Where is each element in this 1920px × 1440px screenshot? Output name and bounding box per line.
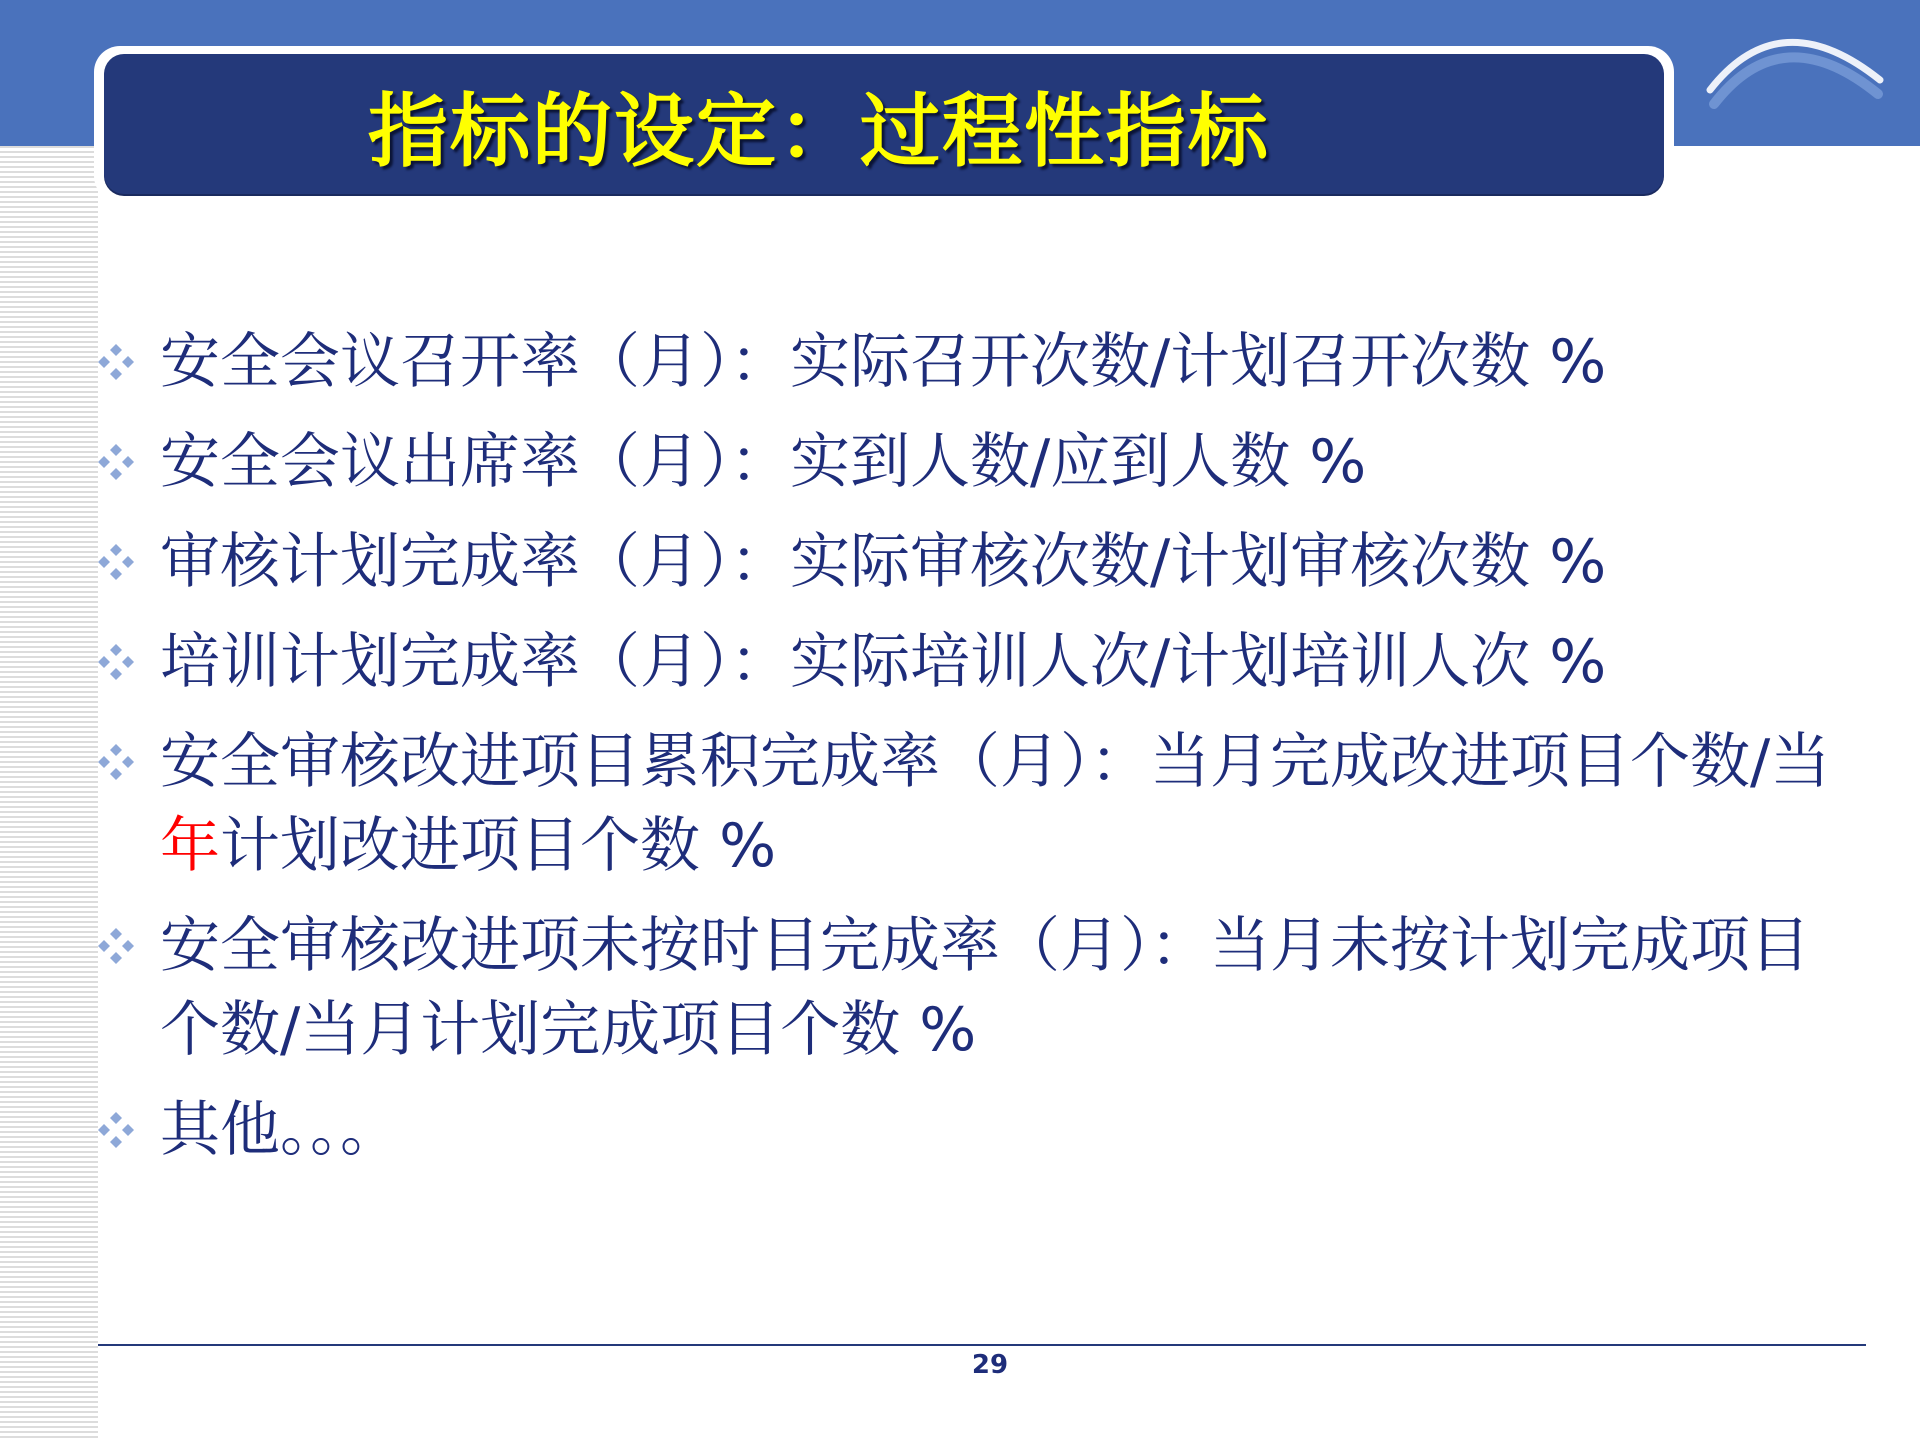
diamond-bullet-icon [96,904,160,988]
list-item [96,720,1856,888]
bullet-text: 审核计划完成率（月）：实际审核次数/计划审核次数 % [160,527,1607,597]
list-item [96,620,1856,704]
bullet-text: 安全会议召开率（月）：实际召开次数/计划召开次数 % [160,327,1607,397]
list-item [96,320,1856,404]
bullet-list [96,320,1856,1188]
bullet-text: 其他。。。 [160,1095,400,1165]
list-item [96,1088,1856,1172]
diamond-bullet-icon [96,320,160,404]
page-number: 29 [971,1350,1009,1380]
bullet-text: 培训计划完成率（月）：实际培训人次/计划培训人次 % [160,627,1607,697]
diamond-bullet-icon [96,1088,160,1172]
diamond-bullet-icon [96,420,160,504]
list-item [96,420,1856,504]
bullet-text: 安全审核改进项未按时目完成率（月）：当月未按计划完成项目个数/当月计划完成项目个数 % [160,911,1810,1065]
bullet-text [160,720,1856,888]
title-box [104,54,1664,194]
diamond-bullet-icon [96,620,160,704]
slide-title: 指标的设定：过程性指标 [368,84,1270,178]
footer-divider [98,1344,1866,1346]
arc-decoration-icon [1700,20,1890,160]
list-item [96,520,1856,604]
bullet-text-part: 安全审核改进项目累积完成率（月）：当月完成改进项目个数/当 [160,727,1831,797]
list-item [96,904,1856,1072]
bullet-text: 安全会议出席率（月）：实到人数/应到人数 % [160,427,1367,497]
left-stripe-decoration [0,146,98,1440]
diamond-bullet-icon [96,720,160,804]
diamond-bullet-icon [96,520,160,604]
highlighted-word: 年 [160,811,220,881]
bullet-text-part: 计划改进项目个数 % [220,811,777,881]
